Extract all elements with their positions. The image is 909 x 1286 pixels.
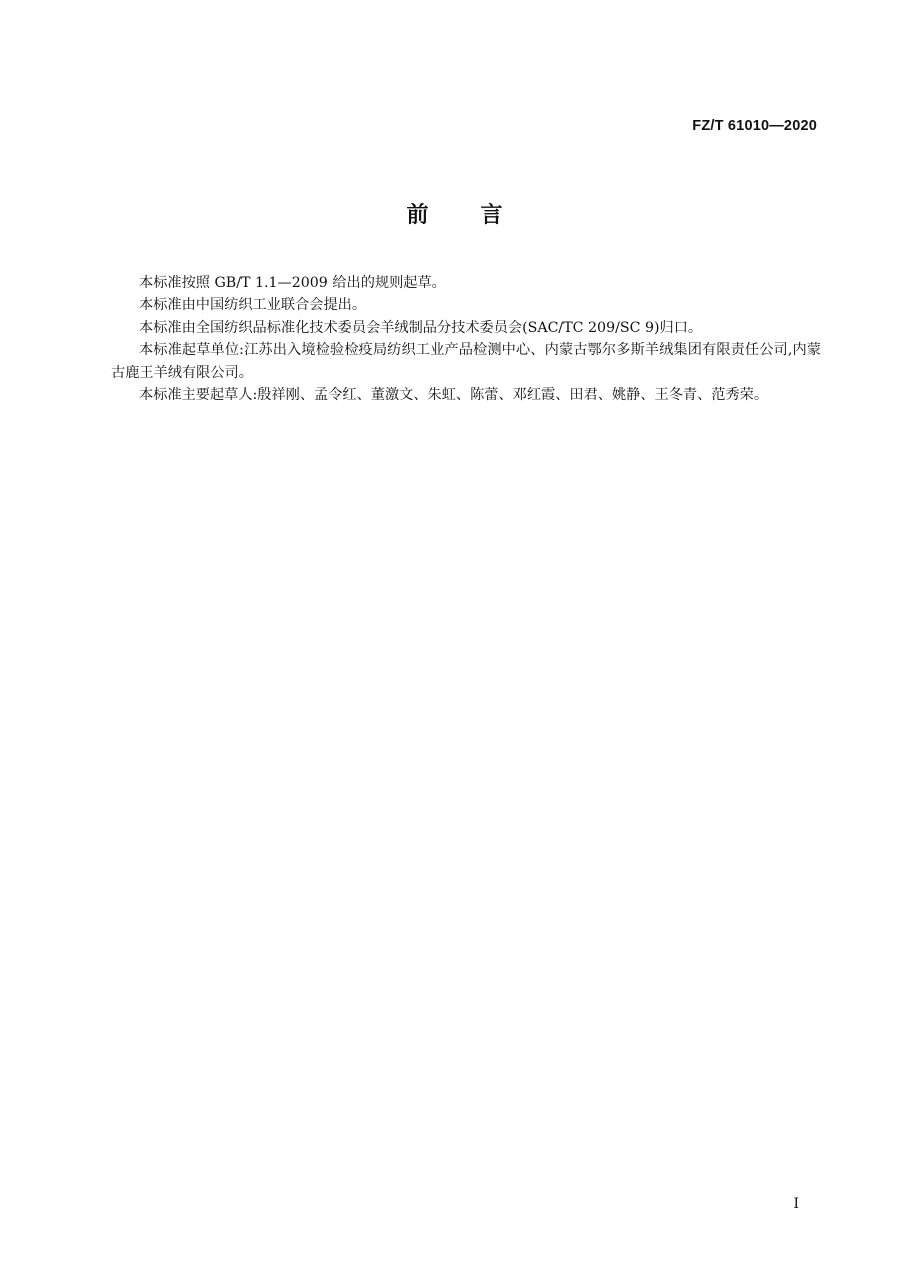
page-title	[0, 198, 909, 229]
page-number: I	[793, 1196, 799, 1212]
paragraph-drafting-units: 本标准起草单位:江苏出入境检验检疫局纺织工业产品检测中心、内蒙古鄂尔多斯羊绒集团有限责任公司,内蒙古鹿王羊绒有限公司。	[111, 342, 821, 381]
paragraph-proposer: 本标准由中国纺织工业联合会提出。	[139, 297, 367, 314]
paragraph-administration: 本标准由全国纺织品标准化技术委员会羊绒制品分技术委员会(SAC/TC 209/SC 9)归口。	[139, 319, 703, 336]
paragraph-drafting-rules: 本标准按照 GB/T 1.1—2009 给出的规则起草。	[139, 275, 446, 291]
standard-code: FZ/T 61010—2020	[692, 118, 817, 134]
paragraph-drafters: 本标准主要起草人:殷祥刚、孟令红、董激文、朱虹、陈蕾、邓红霞、田君、姚静、王冬青、范秀荣。	[139, 387, 769, 404]
foreword-body	[111, 272, 821, 406]
title-char-1: 前	[406, 203, 429, 228]
title-char-2: 言	[480, 203, 503, 228]
